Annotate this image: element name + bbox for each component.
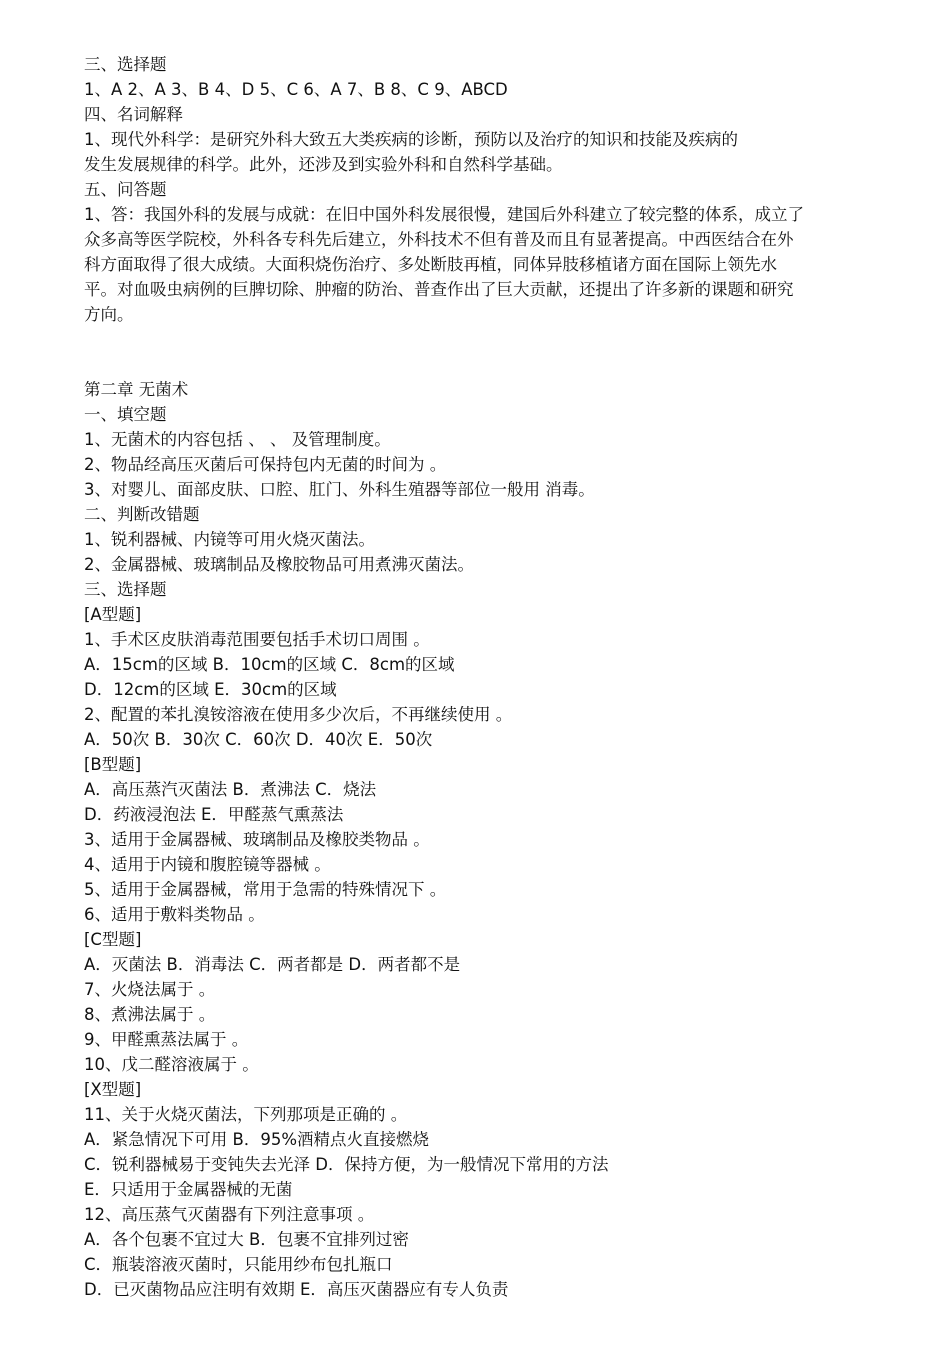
text-line: 1、手术区皮肤消毒范围要包括手术切口周围 。: [84, 630, 430, 649]
text-line: C．瓶装溶液灭菌时，只能用纱布包扎瓶口: [84, 1255, 393, 1274]
text-line: 12、高压蒸气灭菌器有下列注意事项 。: [84, 1205, 375, 1224]
text-line: 6、适用于敷料类物品 。: [84, 905, 265, 924]
text-line: 1、答：我国外科的发展与成就：在旧中国外科发展很慢，建国后外科建立了较完整的体系，成立了: [84, 205, 804, 224]
text-line: 1、A 2、A 3、B 4、D 5、C 6、A 7、B 8、C 9、ABCD: [84, 80, 508, 99]
text-line: 3、对婴儿、面部皮肤、口腔、肛门、外科生殖器等部位一般用 消毒。: [84, 480, 595, 499]
text-line: 三、选择题: [84, 580, 167, 599]
text-line: D．药液浸泡法 E．甲醛蒸气熏蒸法: [84, 805, 344, 824]
text-line: 1、无菌术的内容包括 、 、 及管理制度。: [84, 430, 391, 449]
text-line: A．灭菌法 B．消毒法 C．两者都是 D．两者都不是: [84, 955, 461, 974]
text-line: 3、适用于金属器械、玻璃制品及橡胶类物品 。: [84, 830, 430, 849]
text-line: C．锐利器械易于变钝失去光泽 D．保持方便，为一般情况下常用的方法: [84, 1155, 609, 1174]
text-line: 2、金属器械、玻璃制品及橡胶物品可用煮沸灭菌法。: [84, 555, 474, 574]
text-line: 众多高等医学院校，外科各专科先后建立，外科技术不但有普及而且有显著提高。中西医结合在外: [84, 230, 794, 249]
text-line: 发生发展规律的科学。此外，还涉及到实验外科和自然科学基础。: [84, 155, 563, 174]
text-line: 10、戊二醛溶液属于 。: [84, 1055, 259, 1074]
text-line: A．50次 B．30次 C．60次 D．40次 E．50次: [84, 730, 433, 749]
text-line: 三、选择题: [84, 55, 167, 74]
text-line: 4、适用于内镜和腹腔镜等器械 。: [84, 855, 331, 874]
section-gap: [84, 327, 914, 377]
text-line: D．12cm的区域 E．30cm的区域: [84, 680, 337, 699]
text-line: 二、判断改错题: [84, 505, 200, 524]
text-line: 1、现代外科学：是研究外科大致五大类疾病的诊断，预防以及治疗的知识和技能及疾病的: [84, 130, 738, 149]
answer-section: [84, 52, 914, 327]
text-line: 9、甲醛熏蒸法属于 。: [84, 1030, 249, 1049]
text-line: 1、锐利器械、内镜等可用火烧灭菌法。: [84, 530, 375, 549]
text-line: [A型题]: [84, 605, 142, 624]
text-line: 7、火烧法属于 。: [84, 980, 216, 999]
text-line: 方向。: [84, 305, 134, 324]
text-line: 四、名词解释: [84, 105, 183, 124]
text-line: 一、填空题: [84, 405, 167, 424]
text-line: 11、关于火烧灭菌法，下列那项是正确的 。: [84, 1105, 408, 1124]
text-line: 5、适用于金属器械，常用于急需的特殊情况下 。: [84, 880, 447, 899]
text-line: 科方面取得了很大成绩。大面积烧伤治疗、多处断肢再植，同体异肢移植诸方面在国际上领先水: [84, 255, 777, 274]
text-line: 8、煮沸法属于 。: [84, 1005, 216, 1024]
text-line: E．只适用于金属器械的无菌: [84, 1180, 293, 1199]
text-line: 2、配置的苯扎溴铵溶液在使用多少次后，不再继续使用 。: [84, 705, 513, 724]
text-line: 2、物品经高压灭菌后可保持包内无菌的时间为 。: [84, 455, 447, 474]
text-line: A．高压蒸汽灭菌法 B．煮沸法 C．烧法: [84, 780, 377, 799]
text-line: 第二章 无菌术: [84, 380, 189, 399]
text-line: [C型题]: [84, 930, 142, 949]
text-line: A．各个包裹不宜过大 B．包裹不宜排列过密: [84, 1230, 409, 1249]
text-line: [B型题]: [84, 755, 142, 774]
text-line: A．紧急情况下可用 B．95%酒精点火直接燃烧: [84, 1130, 430, 1149]
chapter-two-section: [84, 377, 914, 1302]
text-line: 五、问答题: [84, 180, 167, 199]
text-line: D．已灭菌物品应注明有效期 E．高压灭菌器应有专人负责: [84, 1280, 509, 1299]
text-line: A．15cm的区域 B．10cm的区域 C．8cm的区域: [84, 655, 455, 674]
text-line: 平。对血吸虫病例的巨脾切除、肿瘤的防治、普查作出了巨大贡献，还提出了许多新的课题和研究: [84, 280, 794, 299]
document-page: [84, 52, 914, 1302]
text-line: [X型题]: [84, 1080, 142, 1099]
